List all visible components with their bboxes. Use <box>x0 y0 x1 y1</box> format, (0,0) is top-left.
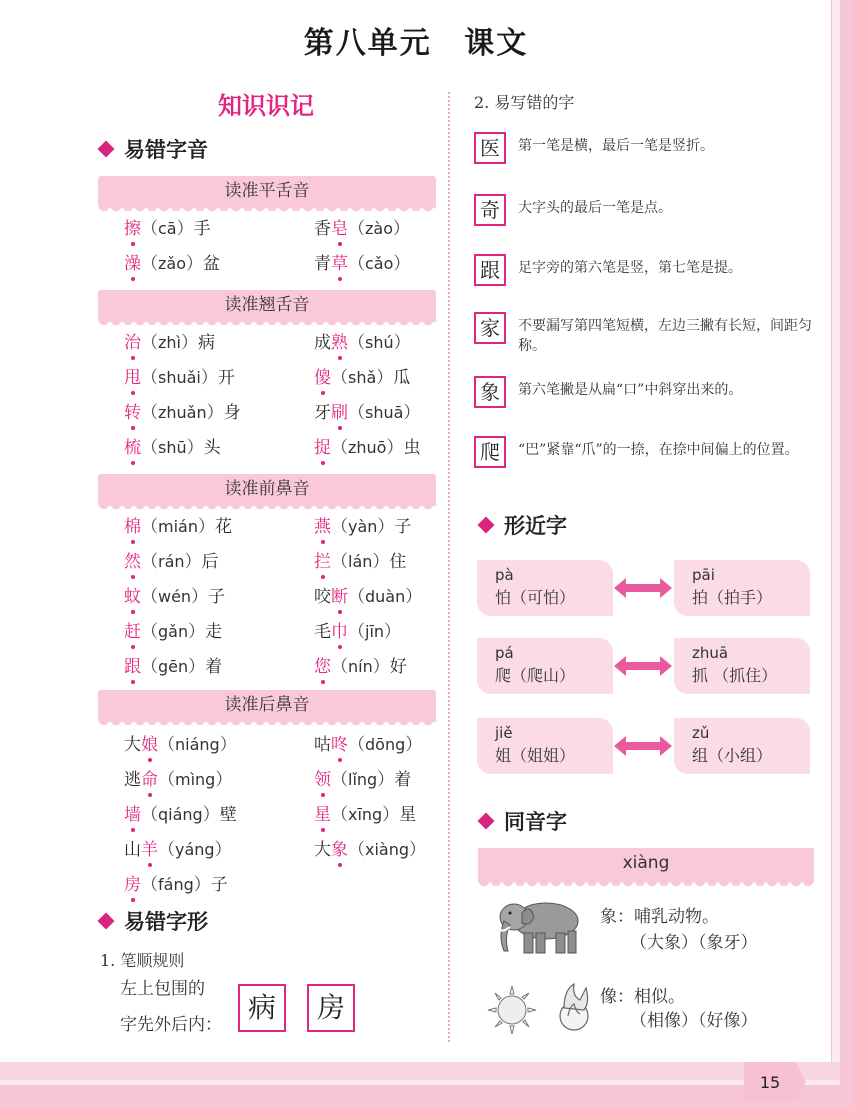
word-item <box>124 870 314 900</box>
double-arrow-icon <box>614 578 672 598</box>
yixie-char-box: 奇 <box>474 194 506 226</box>
word-row <box>124 617 444 647</box>
unit-title: 第八单元 <box>303 26 432 61</box>
pinyin: yàn <box>348 517 378 536</box>
word-item <box>314 730 444 760</box>
yixie-char-box: 跟 <box>474 254 506 286</box>
paren: ） <box>377 517 395 537</box>
paren: ） <box>393 254 411 274</box>
highlight-char: 跟 <box>124 652 141 677</box>
paren: ） <box>386 438 404 458</box>
paren: ） <box>193 875 211 895</box>
word-item <box>124 512 314 542</box>
yixie-item <box>474 254 819 286</box>
highlight-char: 领 <box>314 765 331 790</box>
paren: ） <box>180 333 198 353</box>
tongyinzi-line: （相像）（好像） <box>630 1011 758 1031</box>
double-arrow-icon <box>614 656 672 676</box>
paren: （ <box>331 770 348 790</box>
word-row <box>124 765 444 795</box>
paren: （ <box>348 840 365 860</box>
word-char: 牙 <box>314 403 331 423</box>
pinyin: cā <box>158 219 177 238</box>
pinyin: pá <box>495 644 514 662</box>
pinyin: pāi <box>692 566 715 584</box>
word: 组（小组） <box>692 746 773 765</box>
fire-icon <box>550 980 598 1036</box>
word-char: 子 <box>208 587 226 607</box>
yixie-label: 2. 易写错的字 <box>474 93 575 112</box>
paren: （ <box>141 875 158 895</box>
word-char: 逃 <box>124 770 141 790</box>
highlight-char: 傻 <box>314 363 331 388</box>
word-char: 咕 <box>314 735 331 755</box>
word-char: 青 <box>314 254 331 274</box>
paren: ） <box>188 622 206 642</box>
yixie-item <box>474 376 819 408</box>
pinyin: xīng <box>348 805 383 824</box>
word-char: 头 <box>203 438 221 458</box>
paren: ） <box>377 770 395 790</box>
paren: （ <box>348 587 365 607</box>
paren: （ <box>348 622 365 642</box>
word-item <box>314 547 444 577</box>
pinyin: shuā <box>365 403 404 422</box>
yixie-item <box>474 132 819 164</box>
word-row <box>124 363 444 393</box>
word-item <box>124 617 314 647</box>
xingjinzi-heading: 形近字 <box>480 510 567 540</box>
word-row <box>124 433 444 463</box>
highlight-char: 星 <box>314 800 331 825</box>
tongyinzi-pinyin-banner: xiàng <box>478 848 814 882</box>
unit-subtitle: 课文 <box>464 26 529 61</box>
paren: ） <box>382 805 400 825</box>
paren: （ <box>331 657 348 677</box>
word-item <box>124 328 314 358</box>
word-item <box>314 433 444 463</box>
word-char: 后 <box>201 552 219 572</box>
yixie-note: 第六笔撇是从扁“口”中斜穿出来的。 <box>518 382 743 398</box>
word-item <box>124 214 314 244</box>
pinyin: gēn <box>158 657 189 676</box>
highlight-char: 治 <box>124 328 141 353</box>
highlight-char: 墙 <box>124 800 141 825</box>
highlight-char: 命 <box>141 765 158 790</box>
yixie-note: 第一笔是横，最后一笔是竖折。 <box>518 138 714 154</box>
paren: （ <box>348 735 365 755</box>
xingjinzi-card-right <box>674 638 810 694</box>
yixie-note: 不要漏写第四笔短横，左边三撇有长短，间距匀称。 <box>518 318 812 354</box>
paren: （ <box>141 805 158 825</box>
pinyin: zhì <box>158 333 181 352</box>
word-row <box>124 800 444 830</box>
pinyin: jiě <box>495 724 513 742</box>
paren: ） <box>376 368 394 388</box>
highlight-char: 甩 <box>124 363 141 388</box>
diamond-icon <box>478 517 495 534</box>
highlight-char: 拦 <box>314 547 331 572</box>
paren: （ <box>141 552 158 572</box>
paren: ） <box>372 657 390 677</box>
word-item <box>124 765 314 795</box>
word-char: 成 <box>314 333 331 353</box>
word-char: 星 <box>399 805 417 825</box>
xingjinzi-card-right <box>674 718 810 774</box>
paren: ） <box>405 587 423 607</box>
highlight-char: 您 <box>314 652 331 677</box>
word-row <box>124 512 444 542</box>
paren: ） <box>215 770 233 790</box>
word: 爬（爬山） <box>495 666 576 685</box>
pinyin: rán <box>158 552 185 571</box>
yixie-item <box>474 194 819 226</box>
word-row <box>124 547 444 577</box>
word-char: 手 <box>193 219 211 239</box>
paren: （ <box>331 805 348 825</box>
highlight-char: 棉 <box>124 512 141 537</box>
word-char: 身 <box>223 403 241 423</box>
word-item <box>124 249 314 279</box>
xingjinzi-card-left <box>477 718 613 774</box>
pronunciation-banner: 读准后鼻音 <box>98 690 436 722</box>
word-row <box>124 328 444 358</box>
xingjinzi-card-left <box>477 638 613 694</box>
pinyin: yáng <box>175 840 215 859</box>
word-row <box>124 398 444 428</box>
highlight-char: 咚 <box>331 730 348 755</box>
paren: ） <box>188 657 206 677</box>
paren: （ <box>141 517 158 537</box>
word-item <box>314 652 444 682</box>
elephant-icon <box>490 893 586 957</box>
word-row <box>124 214 444 244</box>
pinyin: jīn <box>365 622 385 641</box>
highlight-char: 熟 <box>331 328 348 353</box>
xingjinzi-card-left <box>477 560 613 616</box>
highlight-char: 燕 <box>314 512 331 537</box>
word: 怕（可怕） <box>495 588 576 607</box>
word-item <box>314 617 444 647</box>
word-row <box>124 870 444 900</box>
highlight-char: 梳 <box>124 433 141 458</box>
paren: ） <box>200 368 218 388</box>
word-char: 大 <box>314 840 331 860</box>
highlight-char: 皂 <box>331 214 348 239</box>
yixie-note: “巴”紧靠“爪”的一捺，在捺中间偏上的位置。 <box>518 442 799 458</box>
page-number: 15 <box>744 1062 796 1102</box>
highlight-char: 草 <box>331 249 348 274</box>
pinyin: zhuā <box>692 644 729 662</box>
pinyin: zǎo <box>158 254 186 273</box>
word-char: 盆 <box>203 254 220 274</box>
word-char: 毛 <box>314 622 331 642</box>
paren: ） <box>191 587 209 607</box>
pinyin: zhuǎn <box>158 403 207 422</box>
highlight-char: 然 <box>124 547 141 572</box>
double-arrow-icon <box>614 736 672 756</box>
word-item <box>314 800 444 830</box>
word-item <box>314 214 444 244</box>
paren: （ <box>141 403 158 423</box>
paren: （ <box>348 403 365 423</box>
word-item <box>314 363 444 393</box>
word-char: 子 <box>394 517 412 537</box>
pinyin: pà <box>495 566 514 584</box>
pinyin: zhuō <box>348 438 387 457</box>
paren: ） <box>184 552 202 572</box>
word-char: 虫 <box>403 438 421 458</box>
bishun-char-box: 房 <box>307 984 355 1032</box>
paren: ） <box>202 805 220 825</box>
pinyin: xiàng <box>365 840 410 859</box>
highlight-char: 刷 <box>331 398 348 423</box>
highlight-char: 巾 <box>331 617 348 642</box>
paren: （ <box>141 368 158 388</box>
diamond-icon <box>98 913 115 930</box>
highlight-char: 羊 <box>141 835 158 860</box>
word: 拍（拍手） <box>692 588 773 607</box>
word-char: 着 <box>394 770 412 790</box>
highlight-char: 象 <box>331 835 348 860</box>
paren: （ <box>158 840 175 860</box>
paren: ） <box>206 403 224 423</box>
tongyinzi-heading: 同音字 <box>480 806 567 836</box>
pinyin: wén <box>158 587 192 606</box>
section-title: 知识识记 <box>218 92 314 120</box>
pinyin: qiáng <box>158 805 203 824</box>
word-char: 开 <box>217 368 235 388</box>
paren: ） <box>393 333 411 353</box>
word-item <box>124 835 314 865</box>
paren: （ <box>158 770 175 790</box>
yixie-note: 足字旁的第六笔是竖，第七笔是提。 <box>518 260 742 276</box>
word-item <box>314 328 444 358</box>
bishun-char-box: 病 <box>238 984 286 1032</box>
word-item <box>124 652 314 682</box>
pinyin: zào <box>365 219 393 238</box>
word-char: 走 <box>205 622 223 642</box>
word-char: 大 <box>124 735 141 755</box>
pinyin: cǎo <box>365 254 394 273</box>
word-item <box>124 547 314 577</box>
diamond-icon <box>98 141 115 158</box>
word-item <box>314 398 444 428</box>
word-char: 山 <box>124 840 141 860</box>
highlight-char: 赶 <box>124 617 141 642</box>
yixie-char-box: 爬 <box>474 436 506 468</box>
paren: （ <box>158 735 175 755</box>
paren: （ <box>331 368 348 388</box>
paren: ） <box>186 254 203 274</box>
xingjinzi-card-right <box>674 560 810 616</box>
word-char: 瓜 <box>393 368 411 388</box>
highlight-char: 捉 <box>314 433 331 458</box>
page-bottom-strip <box>0 1062 840 1080</box>
highlight-char: 断 <box>331 582 348 607</box>
word-char: 着 <box>205 657 223 677</box>
pinyin: zǔ <box>692 724 710 742</box>
highlight-char: 娘 <box>141 730 158 755</box>
word-item <box>124 730 314 760</box>
word-row <box>124 582 444 612</box>
pinyin: gǎn <box>158 622 189 641</box>
yixie-char-box: 家 <box>474 312 506 344</box>
word-row <box>124 835 444 865</box>
diamond-icon <box>478 813 495 830</box>
word-char: 咬 <box>314 587 331 607</box>
word-char: 病 <box>197 333 215 353</box>
pinyin: shū <box>158 438 187 457</box>
pinyin: niáng <box>175 735 220 754</box>
paren: （ <box>141 219 158 239</box>
word-item <box>124 582 314 612</box>
highlight-char: 蚊 <box>124 582 141 607</box>
pinyin: mián <box>158 517 198 536</box>
bishun-label: 1. 笔顺规则 <box>100 951 185 970</box>
sun-icon <box>484 982 540 1038</box>
paren: （ <box>331 517 348 537</box>
pinyin: mìng <box>175 770 216 789</box>
paren: （ <box>141 622 158 642</box>
highlight-char: 擦 <box>124 214 141 239</box>
word-item <box>124 398 314 428</box>
pinyin: lán <box>348 552 373 571</box>
yixie-note: 大字头的最后一笔是点。 <box>518 200 672 216</box>
pinyin: shú <box>365 333 394 352</box>
paren: （ <box>141 254 158 274</box>
paren: （ <box>348 254 365 274</box>
bishun-line2: 字先外后内： <box>120 1015 222 1035</box>
tongyinzi-line: 像：相似。 <box>600 987 685 1007</box>
paren: ） <box>372 552 390 572</box>
word: 姐（姐姐） <box>495 746 576 765</box>
yixie-char-box: 医 <box>474 132 506 164</box>
word-item <box>314 249 444 279</box>
pinyin: dōng <box>365 735 406 754</box>
word-char: 子 <box>210 875 228 895</box>
word-item <box>124 433 314 463</box>
paren: （ <box>141 657 158 677</box>
pinyin: fáng <box>158 875 194 894</box>
paren: ） <box>393 219 410 239</box>
pronunciation-banner: 读准翘舌音 <box>98 290 436 322</box>
pronunciation-banner: 读准平舌音 <box>98 176 436 208</box>
word-char: 香 <box>314 219 331 239</box>
word-item <box>314 835 444 865</box>
pinyin: shuǎi <box>158 368 201 387</box>
highlight-char: 转 <box>124 398 141 423</box>
word-char: 壁 <box>219 805 237 825</box>
paren: ） <box>176 219 194 239</box>
yicuo-ziyin-heading: 易错字音 <box>100 134 208 164</box>
highlight-char: 房 <box>124 870 141 895</box>
word-row <box>124 730 444 760</box>
bishun-line1: 左上包围的 <box>120 979 205 999</box>
paren: （ <box>141 438 158 458</box>
yixie-item <box>474 312 819 356</box>
pinyin: lǐng <box>348 770 378 789</box>
paren: ） <box>409 840 427 860</box>
word-char: 好 <box>389 657 407 677</box>
pinyin: shǎ <box>348 368 377 387</box>
paren: （ <box>141 587 158 607</box>
paren: ） <box>214 840 232 860</box>
word-item <box>314 512 444 542</box>
paren: （ <box>348 219 365 239</box>
yicuo-zixing-heading: 易错字形 <box>100 906 208 936</box>
highlight-char: 澡 <box>124 249 141 274</box>
paren: ） <box>403 403 421 423</box>
paren: （ <box>141 333 158 353</box>
page-title <box>0 18 832 62</box>
pinyin: duàn <box>365 587 406 606</box>
paren: （ <box>331 438 348 458</box>
paren: ） <box>186 438 204 458</box>
word-item <box>124 363 314 393</box>
pronunciation-banner: 读准前鼻音 <box>98 474 436 506</box>
pinyin: nín <box>348 657 373 676</box>
word-row <box>124 249 444 279</box>
tongyinzi-line: 象：哺乳动物。 <box>600 907 719 927</box>
yixie-item <box>474 436 819 468</box>
paren: ） <box>197 517 215 537</box>
yixie-char-box: 象 <box>474 376 506 408</box>
word-char: 住 <box>389 552 407 572</box>
word-char: 花 <box>214 517 232 537</box>
word-item <box>124 800 314 830</box>
word-item <box>314 582 444 612</box>
paren: （ <box>348 333 365 353</box>
paren: ） <box>384 622 402 642</box>
word: 抓 （抓住） <box>692 666 778 685</box>
word-row <box>124 652 444 682</box>
word-item <box>314 765 444 795</box>
tongyinzi-line: （大象）（象牙） <box>630 933 758 953</box>
paren: （ <box>331 552 348 572</box>
paren: ） <box>405 735 423 755</box>
column-divider <box>448 92 450 1042</box>
paren: ） <box>219 735 237 755</box>
